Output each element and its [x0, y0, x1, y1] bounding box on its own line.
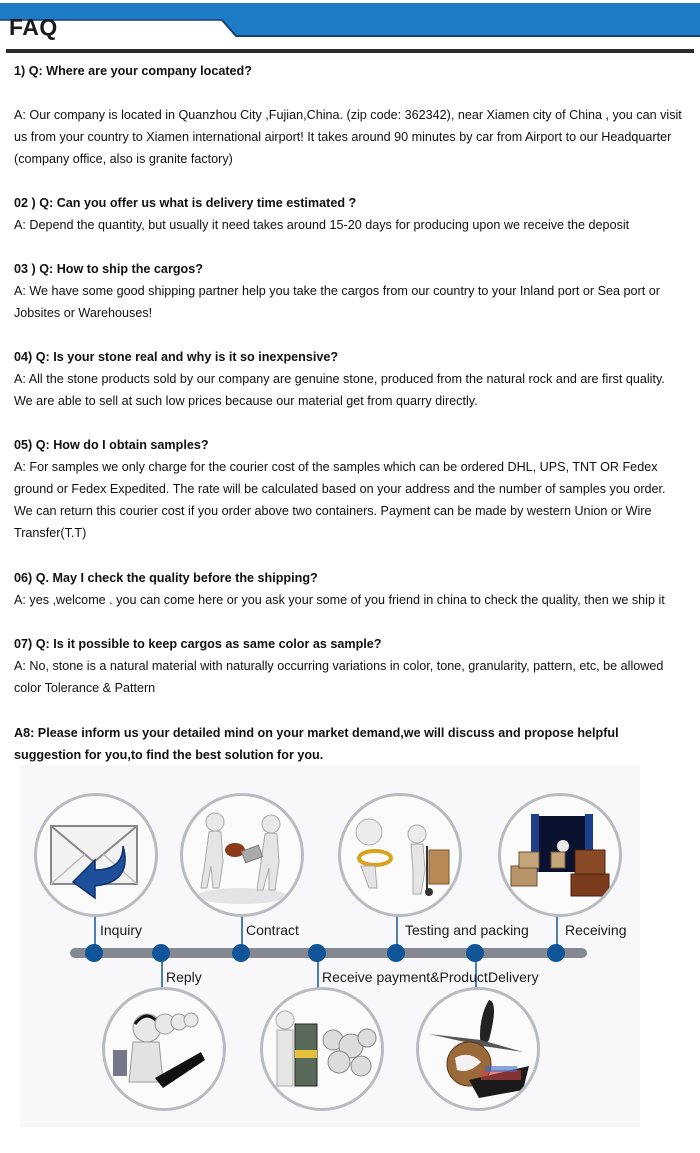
faq-answer: [14, 280, 694, 324]
faq-item: [14, 346, 694, 412]
faq-answer: [14, 655, 694, 699]
answer-line: color Tolerance & Pattern: [14, 681, 156, 695]
step-label-contract: Contract: [246, 922, 299, 938]
faq-answer: A: Depend the quantity, but usually it need takes around 15-20 days for producing upon we receive the deposit: [14, 218, 630, 232]
timeline-node: [466, 944, 484, 962]
closing-note: [14, 722, 694, 766]
faq-question: 1) Q: Where are your company located?: [14, 64, 252, 78]
answer-line: We can return this courier cost if you order above two containers. Payment can be made by western Union or Wire: [14, 504, 652, 518]
answer-line: A: For samples we only charge for the courier cost of the samples which can be ordered DHL, UPS, TNT OR Fedex: [14, 460, 658, 474]
faq-answer: [14, 368, 694, 412]
faq-question: 02 ) Q: Can you offer us what is delivery time estimated ?: [14, 196, 357, 210]
faq-item: [14, 567, 694, 611]
process-diagram: [20, 765, 640, 1127]
plane-globe-ship-icon: [416, 987, 540, 1111]
timeline-node: [232, 944, 250, 962]
closing-line: A8: Please inform us your detailed mind on your market demand,we will discuss and propose helpful: [14, 726, 619, 740]
faq-answer: [14, 104, 694, 170]
timeline-node: [308, 944, 326, 962]
answer-line: Transfer(T.T): [14, 526, 87, 540]
answer-line: Jobsites or Warehouses!: [14, 306, 153, 320]
step-label-testing-packing: Testing and packing: [405, 922, 529, 938]
answer-line: A: Our company is located in Quanzhou City ,Fujian,China. (zip code: 362342), near Xiamen city of China , you can visit: [14, 108, 682, 122]
container-boxes-icon: [498, 793, 622, 917]
faq-question: 03 ) Q: How to ship the cargos?: [14, 262, 203, 276]
envelope-reply-icon: [34, 793, 158, 917]
timeline-node: [152, 944, 170, 962]
answer-line: (company office, also is granite factory): [14, 152, 233, 166]
money-gears-icon: [260, 987, 384, 1111]
faq-item: [14, 258, 694, 324]
timeline-node: [547, 944, 565, 962]
answer-line: A: All the stone products sold by our company are genuine stone, produced from the natural rock and are first quality.: [14, 372, 665, 386]
step-label-receiving: Receiving: [565, 922, 627, 938]
answer-line: us from your country to Xiamen international airport! It takes around 90 minutes by car from Airport to our Headquarter: [14, 130, 672, 144]
faq-item: [14, 434, 694, 544]
step-label-reply: Reply: [166, 969, 202, 985]
faq-question: 06) Q. May I check the quality before the shipping?: [14, 571, 318, 585]
faq-item: [14, 192, 694, 236]
header-banner: [0, 0, 700, 55]
header-divider: [6, 49, 694, 53]
answer-line: A: We have some good shipping partner help you take the cargos from our country to your Inland port or Sea port or: [14, 284, 660, 298]
faq-answer: A: yes ,welcome . you can come here or you ask your some of you friend in china to check the quality, then we ship it: [14, 593, 665, 607]
answer-line: ground or Fedex Expedited. The rate will be calculated based on your address and the number of samples you order.: [14, 482, 666, 496]
step-label-receive-payment: Receive payment&Product: [322, 969, 488, 985]
faq-question: 05) Q: How do I obtain samples?: [14, 438, 209, 452]
faq-answer: [14, 456, 694, 544]
timeline-bar: [70, 948, 587, 958]
call-center-icon: [102, 987, 226, 1111]
page-title: FAQ: [9, 14, 58, 40]
closing-line: suggestion for you,to find the best solution for you.: [14, 748, 324, 762]
faq-item: [14, 633, 694, 699]
answer-line: A: No, stone is a natural material with naturally occurring variations in color, tone, granularity, pattern, etc, be allowed: [14, 659, 664, 673]
page-header: [0, 0, 700, 55]
handshake-contract-icon: [180, 793, 304, 917]
step-label-inquiry: Inquiry: [100, 922, 143, 938]
step-label-delivery: Delivery: [488, 969, 539, 985]
faq-item: [14, 60, 694, 170]
magnifier-handtruck-icon: [338, 793, 462, 917]
timeline-node: [387, 944, 405, 962]
timeline-node: [85, 944, 103, 962]
faq-question: 04) Q: Is your stone real and why is it so inexpensive?: [14, 350, 339, 364]
faq-question: 07) Q: Is it possible to keep cargos as same color as sample?: [14, 637, 382, 651]
answer-line: We are able to sell at such low prices because our material get from quarry directly.: [14, 394, 478, 408]
